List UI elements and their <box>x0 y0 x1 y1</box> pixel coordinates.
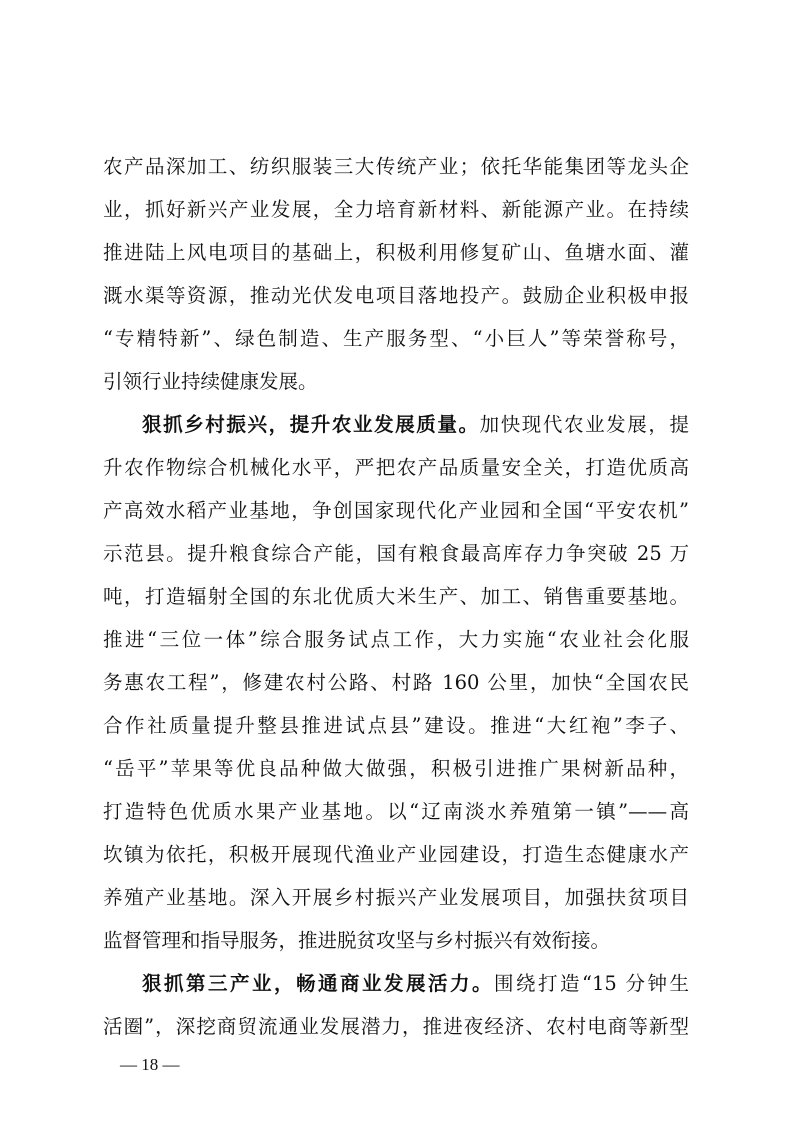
body-text-run: 围绕打造“15 分钟生 <box>494 972 689 995</box>
body-text-line: “岳平”苹果等优良品种做大做强，积极引进推广果树新品种， <box>103 757 689 780</box>
body-text-line: 坎镇为依托，积极开展现代渔业产业园建设，打造生态健康水产 <box>103 843 689 866</box>
body-text-line: 吨，打造辐射全国的东北优质大米生产、加工、销售重要基地。 <box>103 585 689 608</box>
body-text-line: 推进陆上风电项目的基础上，积极利用修复矿山、鱼塘水面、灌 <box>103 241 689 264</box>
page-number: — 18 — <box>120 1055 180 1074</box>
body-text-run: 加快现代农业发展，提 <box>479 413 689 436</box>
paragraph-first-line <box>142 967 689 1001</box>
body-text-line: 升农作物综合机械化水平，严把农产品质量安全关，打造优质高 <box>103 456 689 479</box>
body-text-line: 产高效水稻产业基地，争创国家现代化产业园和全国“平安农机” <box>103 499 689 522</box>
section-heading: 狠抓第三产业，畅通商业发展活力。 <box>142 972 495 995</box>
body-text-line: 溉水渠等资源，推动光伏发电项目落地投产。鼓励企业积极申报 <box>103 284 689 307</box>
paragraph-first-line <box>142 408 689 442</box>
body-text-line: 监督管理和指导服务，推进脱贫攻坚与乡村振兴有效衔接。 <box>103 929 611 952</box>
body-text-line: 合作社质量提升整县推进试点县”建设。推进“大红袍”李子、 <box>103 714 689 737</box>
body-text-line: 活圈”，深挖商贸流通业发展潜力，推进夜经济、农村电商等新型 <box>103 1015 689 1038</box>
section-heading: 狠抓乡村振兴，提升农业发展质量。 <box>142 413 480 436</box>
body-text-line: 农产品深加工、纺织服装三大传统产业；依托华能集团等龙头企 <box>103 155 689 178</box>
body-text-line: 引领行业持续健康发展。 <box>103 370 318 393</box>
body-text-line: 业，抓好新兴产业发展，全力培育新材料、新能源产业。在持续 <box>103 198 689 221</box>
body-text-line: “专精特新”、绿色制造、生产服务型、“小巨人”等荣誉称号， <box>103 327 689 350</box>
body-text-line: 养殖产业基地。深入开展乡村振兴产业发展项目，加强扶贫项目 <box>103 886 689 909</box>
body-text-line: 务惠农工程”，修建农村公路、村路 160 公里，加快“全国农民 <box>103 671 689 694</box>
body-text-line: 推进“三位一体”综合服务试点工作，大力实施“农业社会化服 <box>103 628 689 651</box>
body-text-line: 打造特色优质水果产业基地。以“辽南淡水养殖第一镇”——高 <box>103 800 689 823</box>
body-text-line: 示范县。提升粮食综合产能，国有粮食最高库存力争突破 25 万 <box>103 542 689 565</box>
